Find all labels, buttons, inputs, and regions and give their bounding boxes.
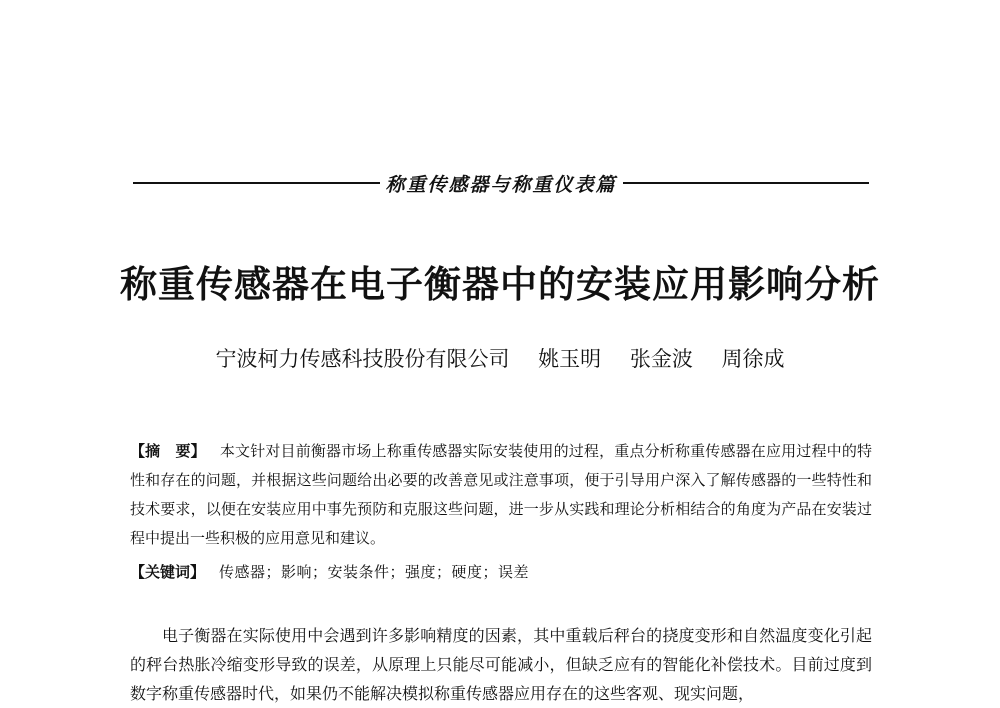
author-3: 周徐成 <box>721 347 785 371</box>
byline <box>0 343 1000 373</box>
keywords-text: 传感器；影响；安装条件；强度；硬度；误差 <box>219 563 530 581</box>
header-rule-left <box>133 182 380 184</box>
section-header <box>133 168 869 198</box>
abstract-text: 本文针对目前衡器市场上称重传感器实际安装使用的过程，重点分析称重传感器在应用过程中的特性和存在的问题，并根据这些问题给出必要的改善意见或注意事项，便于引导用户深入了解传感器的一些特性和技术要求，以便在安装应用中事先预防和克服这些问题，进一步从实践和理论分析相结合的角度为产品在安装过程中提出一些积极的应用意见和建议。 <box>130 442 872 547</box>
section-label: 称重传感器与称重仪表篇 <box>385 173 617 196</box>
article-title: 称重传感器在电子衡器中的安装应用影响分析 <box>120 263 880 306</box>
author-1: 姚玉明 <box>538 347 602 371</box>
body-paragraph: 电子衡器在实际使用中会遇到许多影响精度的因素，其中重载后秤台的挠度变形和自然温度变化引起的秤台热胀冷缩变形导致的误差，从原理上只能尽可能减小，但缺乏应有的智能化补偿技术。目前过度到数字称重传感器时代，如果仍不能解决模拟称重传感器应用存在的这些客观、现实问题， <box>130 626 872 703</box>
abstract-label: 【摘 要】 <box>130 442 206 460</box>
author-2: 张金波 <box>629 347 693 371</box>
keywords <box>130 558 872 586</box>
header-rule-right <box>623 182 870 184</box>
abstract <box>130 437 872 553</box>
affiliation: 宁波柯力传感科技股份有限公司 <box>215 347 510 371</box>
keywords-label: 【关键词】 <box>130 563 206 581</box>
